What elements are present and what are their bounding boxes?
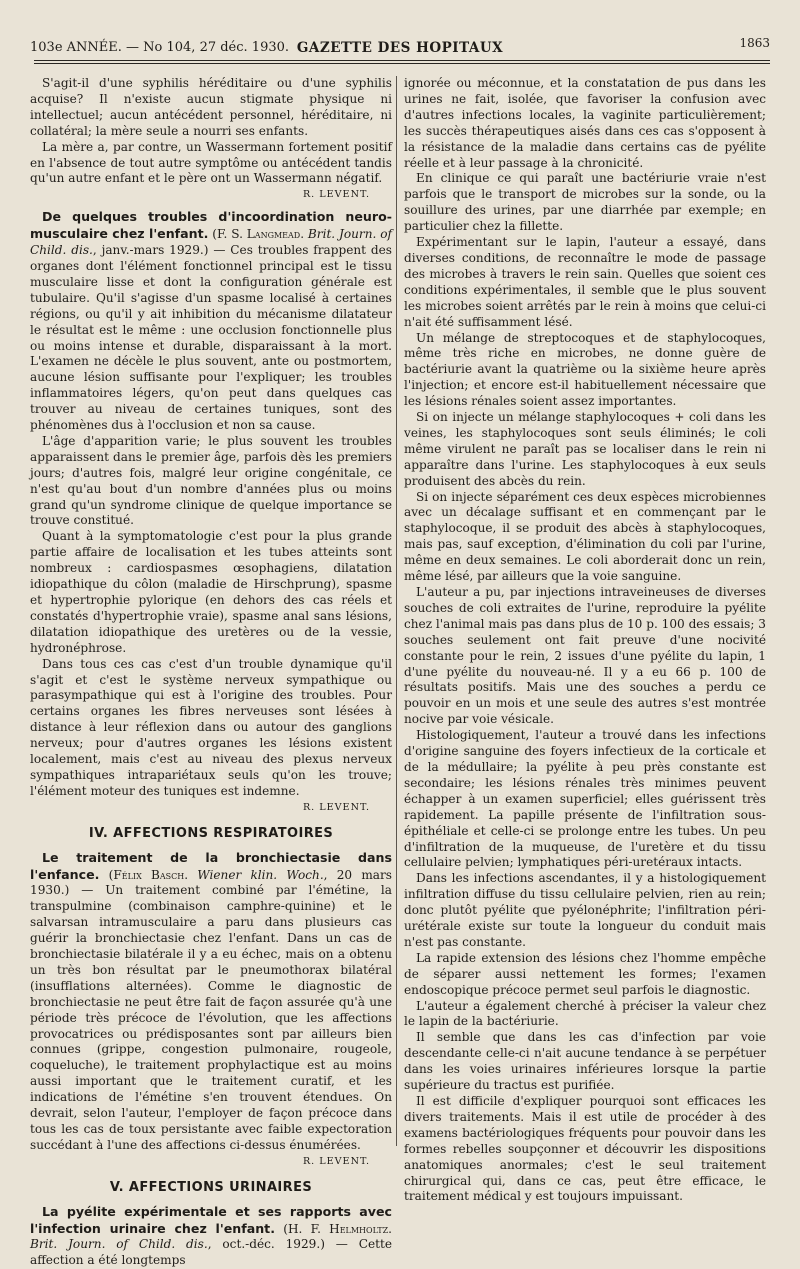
article-body: , 20 mars 1930.) — Un traitement combiné par l'émétine, la transpulmine (combinaison camphre-quinine) et le salvarsan intramusculaire a paru dans plusieurs cas guérir la bronchiectasie chez l'enfant. Dans un cas de bronchiectasie bilatérale il y a eu échec, mais on a obtenu un très bon résultat par le pneumothorax bilatéral (insufflations alternées). Comme le diagnostic de bronchiectasie ne peut être fait de façon assurée qu'à une période très précoce de l'évolution, que les affections provocatrices ou prédisposantes sont par ailleurs bien connues (grippe, congestion pulmonaire, rougeole, coqueluche), le traitement prophylactique est au moins aussi important que le traitement curatif, et les indications de l'émétine s'en trouvent étendues. On devrait, selon l'auteur, l'employer de façon précoce dans tous les cas de toux persistante avec faible expectoration succédant à l'une des affections ci-dessus énumérées. xyxy=(30,867,392,1152)
section-heading-urinary: V. AFFECTIONS URINAIRES xyxy=(109,1179,313,1195)
article-title: La pyélite expérimentale et ses rapports avec l'infection urinaire chez l'enfant. xyxy=(30,1203,392,1236)
page-number: 1863 xyxy=(739,36,770,50)
article-pyelite xyxy=(30,1204,392,1269)
paragraph: Un mélange de streptocoques et de staphylocoques, même très riche en microbes, ne donne guère de bactériurie avant la quatrième ou la sixième heure après l'injection; et encore est-il habituellement nécessaire que les lésions rénales soient assez importantes. xyxy=(404,330,766,409)
page-header xyxy=(30,36,770,60)
header-rule xyxy=(34,60,770,61)
article-title: Le traitement de la bronchiectasie dans l'enfance. xyxy=(30,849,392,882)
issue-line: 103e ANNÉE. — No 104, 27 déc. 1930. xyxy=(30,40,290,55)
paragraph: Quant à la symptomatologie c'est pour la plus grande partie affaire de localisation et les tubes atteints sont nombreux : cardiospasmes œsophagiens, dilatation idiopathique du côlon (maladie de Hirschprung), spasme et hypertrophie pylorique (en dehors des cas réels et constatés d'hypertrophie vraie), spasme anal sans lésions, dilatation idiopathique des uretères ou de la vessie, hydronéphrose. xyxy=(30,529,392,655)
article-incoordination xyxy=(30,209,392,434)
article-author: (H. F. Helmholtz. xyxy=(283,1221,392,1236)
article-author: (Félix Basch. xyxy=(108,867,189,882)
paragraph: ignorée ou méconnue, et la constatation de pus dans les urines ne fait, isolée, que favoriser la confusion avec d'autres infections locales, la vaginite particulièrement; les succès thérapeutiques aisés dans ces cas s'opposent à la résistance de la maladie dans certains cas de pyélite réelle et à leur passage à la chronicité. xyxy=(404,76,766,170)
left-column xyxy=(30,76,392,1269)
right-column xyxy=(404,76,766,1205)
signature: R. LEVENT. xyxy=(302,801,370,813)
article-bronchiectasie xyxy=(30,850,392,1154)
paragraph: S'agit-il d'une syphilis héréditaire ou d'une syphilis acquise? Il n'existe aucun stigmate physique ni intellectuel; aucun antécédent personnel, héréditaire, ni collatéral; la mère seule a nourri ses enfants. xyxy=(30,76,392,138)
paragraph: La rapide extension des lésions chez l'homme empêche de séparer aussi nettement les formes; l'examen endoscopique précoce permet seul parfois le diagnostic. xyxy=(404,950,766,997)
signature: R. LEVENT. xyxy=(302,1155,370,1167)
paragraph: L'auteur a également cherché à préciser la valeur chez le lapin de la bactériurie. xyxy=(404,998,766,1029)
paragraph: Expérimentant sur le lapin, l'auteur a essayé, dans diverses conditions, de reconnaître le mode de passage des microbes à travers le rein sain. Quelles que soient ces conditions expérimentales, il semble que le plus souvent les microbes soient arrêtés par le rein à moins que celui-ci n'ait été suffisamment lésé. xyxy=(404,235,766,329)
article-journal: Brit. Journ. of Child. dis. xyxy=(30,227,392,258)
section-heading-respiratory: IV. AFFECTIONS RESPIRATOIRES xyxy=(88,825,334,841)
paragraph: Histologiquement, l'auteur a trouvé dans les infections d'origine sanguine des foyers infectieux de la corticale et de la médullaire; la pyélite à peu près constante est secondaire; les lésions rénales très minimes peuvent échapper à un examen superficiel; elles guérissent très rapidement. La papille présente de l'infiltration sous-épithéliale et celle-ci se prolonge entre les tubes. Un peu d'infiltration de la muqueuse, de l'uretère et du tissu cellulaire pelvien; lymphatiques péri-uretéraux intacts. xyxy=(404,728,766,870)
article-journal: Wiener klin. Woch. xyxy=(197,867,324,882)
paragraph: Dans tous ces cas c'est d'un trouble dynamique qu'il s'agit et c'est le système nerveux sympathique ou parasympathique qui est à l'origine des troubles. Pour certains organes les fibres nerveuses sont lésées à distance à leur réflexion dans ou autour des ganglions nerveux; pour d'autres organes les lésions existent localement, mais c'est au niveau des plexus nerveux sympathiques intrapariétaux seuls qu'on les trouve; l'élément moteur des tuniques est indemne. xyxy=(30,656,392,798)
paragraph: L'âge d'apparition varie; le plus souvent les troubles apparaissent dans le premier âge, parfois dès les premiers jours; d'autres fois, malgré leur origine congénitale, ce n'est qu'au bout d'un nombre d'années plus ou moins grand qu'un syndrome clinique de quelque importance se trouve constitué. xyxy=(30,433,392,528)
article-body: , oct.-déc. 1929.) — Cette affection a été longtemps xyxy=(30,1237,392,1268)
paragraph: Si on injecte séparément ces deux espèces microbiennes avec un décalage suffisant et en commençant par le staphylocoque, il se produit des abcès à staphylocoques, mais pas, sauf exception, d'élimination du coli par l'urine, même en deux semaines. Le coli aborderait donc un rein, même lésé, par ailleurs que la voie sanguine. xyxy=(404,489,766,584)
paragraph: L'auteur a pu, par injections intraveineuses de diverses souches de coli extraites de l'urine, reproduire la pyélite chez l'animal mais pas dans plus de 10 p. 100 des essais; 3 souches seulement ont fait preuve d'une nocivité constante pour le rein, 2 issues d'une pyélite du lapin, 1 d'une pyélite du nouveau-né. Il y a eu 66 p. 100 de résultats positifs. Mais une des souches a perdu ce pouvoir en un mois et une seule des autres s'est montrée nocive par voie vésicale. xyxy=(404,585,766,727)
article-title: De quelques troubles d'incoordination neuro-musculaire chez l'enfant. xyxy=(30,209,392,242)
column-divider xyxy=(396,76,397,1146)
article-body: , janv.-mars 1929.) — Ces troubles frappent des organes dont l'élément fonctionnel principal est le tissu musculaire lisse et dont la configuration générale est tubulaire. Qu'il s'agisse d'un spasme localisé à certaines régions, ou qu'il y ait inhibition du mécanisme dilatateur le résultat est le même : une occlusion fonctionnelle plus ou moins intense et durable, disparaissant à la mort. L'examen ne décèle le plus souvent, ante ou postmortem, aucune lésion suffisante pour l'expliquer; les troubles inflammatoires légers, qu'on peut dans quelques cas trouver au niveau de certaines tuniques, sont des phénomènes dus à l'occlusion et non sa cause. xyxy=(30,243,392,433)
signature: R. LEVENT. xyxy=(302,189,370,201)
paragraph: Il est difficile d'expliquer pourquoi sont efficaces les divers traitements. Mais il est utile de procéder à des examens bactériologiques fréquents pour pouvoir dans les formes rebelles soupçonner et découvrir les dispositions anatomiques anormales; c'est le seul traitement chirurgical qui, dans ce cas, peut être efficace, le traitement médical y est toujours impuissant. xyxy=(404,1094,766,1204)
paragraph: Il semble que dans les cas d'infection par voie descendante celle-ci n'ait aucune tendance à se perpétuer dans les voies urinaires inférieures lorsque la partie supérieure du tractus est purifiée. xyxy=(404,1030,766,1093)
article-author: (F. S. Langmead. xyxy=(212,227,305,242)
paragraph: Dans les infections ascendantes, il y a histologiquement infiltration diffuse du tissu cellulaire pelvien, rien au rein; donc plutôt pyélite que pyélonéphrite; l'infiltration péri-urétérale existe sur toute la longueur du conduit mais n'est pas constante. xyxy=(404,871,766,949)
paragraph: La mère a, par contre, un Wassermann fortement positif en l'absence de tout autre symptôme ou antécédent tandis qu'un autre enfant et le père ont un Wassermann négatif. xyxy=(30,139,392,186)
paragraph: En clinique ce qui paraît une bactériurie vraie n'est parfois que le transport de microbes sur la sonde, ou la souillure des urines, par une diarrhée par exemple; en particulier chez la fillette. xyxy=(404,171,766,234)
header-rule-double xyxy=(34,63,770,64)
journal-title: GAZETTE DES HOPITAUX xyxy=(296,40,504,56)
article-journal: Brit. Journ. of Child. dis. xyxy=(30,1237,208,1252)
paragraph: Si on injecte un mélange staphylocoques + coli dans les veines, les staphylocoques sont seuls éliminés; le coli même virulent ne paraît pas se localiser dans le rein ni apparaître dans l'urine. Les staphylocoques à eux seuls produisent des abcès du rein. xyxy=(404,410,766,488)
